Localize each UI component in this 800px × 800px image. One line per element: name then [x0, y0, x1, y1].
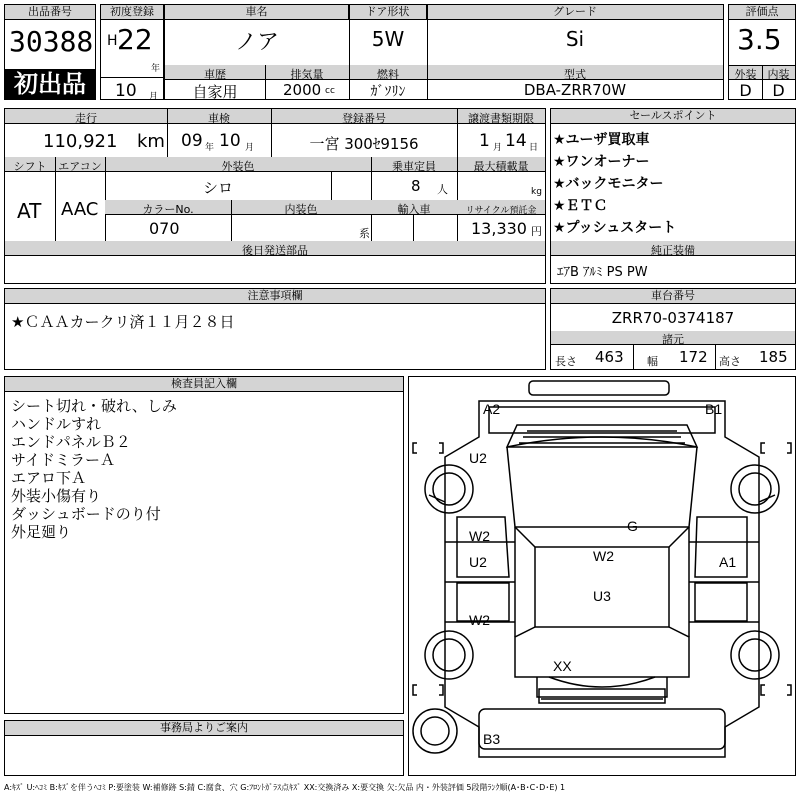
mileage-label: 走行 — [75, 112, 97, 125]
details-box — [4, 108, 546, 284]
sales-point-1: ★ユーザ買取車 — [553, 132, 650, 148]
door-label: ドア形状 — [349, 5, 427, 20]
damage-mark-w2-roof: W2 — [593, 548, 614, 564]
chassis-label: 車台番号 — [551, 289, 795, 304]
air-conditioning: AAC — [61, 199, 99, 220]
sales-point-5: ★プッシュスタート — [553, 220, 677, 236]
inspection-month: 10 — [219, 131, 241, 151]
inspection-label: 車検 — [208, 112, 230, 125]
mileage-unit: km — [137, 131, 165, 152]
damage-mark-b1: B1 — [705, 401, 723, 417]
length: 463 — [595, 348, 624, 366]
damage-mark-b3: B3 — [483, 731, 501, 747]
mileage: 110,921 — [43, 131, 118, 152]
damage-mark-xx: XX — [553, 658, 572, 674]
exterior-grade: D — [739, 81, 752, 100]
interior-label: 内装 — [767, 68, 790, 81]
score-label: 評価点 — [729, 5, 795, 20]
shift-label: シフト — [13, 160, 47, 173]
chassis-box — [550, 288, 796, 370]
inspector-line-6: 外装小傷有り — [11, 487, 102, 505]
damage-mark-w2-left-rear: W2 — [469, 612, 490, 628]
width: 172 — [679, 348, 708, 366]
inspection-year-unit: 年 — [205, 143, 215, 153]
damage-mark-a1: A1 — [719, 554, 737, 570]
color-label: 外装色 — [221, 160, 255, 173]
transfer-label: 譲渡書類期限 — [468, 112, 534, 125]
model-code: DBA-ZRR70W — [523, 81, 627, 99]
equipment: ｴｱB ｱﾙﾐ PS PW — [557, 265, 648, 280]
inspector-line-8: 外足廻り — [11, 523, 72, 541]
office-box — [4, 720, 404, 776]
sales-point-4: ★ＥＴＣ — [553, 198, 608, 214]
plate-label: 登録番号 — [342, 112, 386, 125]
registration-box — [100, 4, 164, 100]
load-unit: kg — [531, 187, 542, 197]
notes-box — [4, 288, 546, 370]
seats: 8 — [411, 177, 421, 195]
inspector-label: 検査員記入欄 — [5, 377, 403, 392]
chassis-number: ZRR70-0374187 — [611, 309, 735, 327]
registration-month: 10 — [115, 81, 137, 101]
inspector-line-5: エアロ下Ａ — [11, 469, 87, 487]
sales-box — [550, 108, 796, 284]
interior-grade: D — [772, 81, 785, 100]
width-label: 幅 — [647, 355, 658, 368]
car-name: ノア — [234, 30, 279, 55]
inspector-line-1: シート切れ・破れ、しみ — [11, 397, 177, 415]
inspector-line-3: エンドパネルＢ２ — [11, 433, 131, 451]
registration-label: 初度登録 — [101, 5, 163, 20]
office-label: 事務局よりご案内 — [5, 721, 403, 736]
color-number: 070 — [149, 219, 180, 238]
lot-label: 出品番号 — [5, 5, 95, 20]
sales-label: セールスポイント — [551, 109, 795, 124]
transfer-day: 14 — [505, 131, 527, 151]
inspector-box — [4, 376, 404, 714]
ac-label: エアコン — [58, 160, 102, 173]
car-name-label: 車名 — [165, 5, 349, 20]
transfer-month-unit: 月 — [493, 143, 503, 153]
vehicle-history: 自家用 — [192, 83, 238, 101]
sales-point-3: ★バックモニター — [553, 176, 664, 192]
displacement-unit: cc — [325, 86, 335, 96]
load-label: 最大積載量 — [473, 160, 529, 173]
damage-mark-w2-left-front: W2 — [469, 528, 490, 544]
car-diagram — [409, 377, 795, 775]
inspector-line-2: ハンドルすれ — [11, 415, 102, 433]
color-number-label: カラーNo. — [142, 203, 194, 216]
inspection-year: 09 — [181, 131, 203, 151]
recycle-unit: 円 — [531, 225, 542, 238]
displacement-label: 排気量 — [290, 68, 324, 81]
length-label: 長さ — [555, 355, 577, 368]
damage-mark-a2: A2 — [483, 401, 501, 417]
dimensions-label: 諸元 — [662, 333, 684, 346]
displacement: 2000 — [283, 81, 322, 99]
transfer-day-unit: 日 — [529, 143, 539, 153]
recycle-fee: 13,330 — [471, 219, 527, 238]
notes-label: 注意事項欄 — [5, 289, 545, 304]
car-diagram-box — [408, 376, 796, 776]
interior-color-unit: 系 — [359, 227, 370, 240]
exterior-color: シロ — [202, 179, 233, 197]
grade-label: グレード — [427, 5, 723, 20]
score-value: 3.5 — [737, 23, 782, 56]
interior-color-label: 内装色 — [284, 203, 318, 216]
inspector-line-7: ダッシュボードのり付 — [11, 505, 161, 523]
later-parts-label: 後日発送部品 — [242, 244, 308, 257]
seats-label: 乗車定員 — [392, 160, 436, 173]
damage-legend: A:ｷｽﾞ U:ﾍｺﾐ B:ｷｽﾞを伴うﾍｺﾐ P:要塗装 W:補修跡 S:錆 C:腐食、穴 G:ﾌﾛﾝﾄｶﾞﾗｽ点ｷｽﾞ XX:交換済み X:要交換 欠:欠品 内・外装評価 5段階ﾗﾝｸ順(A･B･C･D･E) 1 — [4, 783, 566, 792]
first-listing-badge: 初出品 — [5, 69, 95, 99]
registration-era: H — [107, 33, 118, 49]
history-label: 車歴 — [204, 68, 226, 81]
transfer-month: 1 — [479, 131, 490, 151]
damage-mark-g: G — [627, 518, 638, 534]
grade: Si — [565, 27, 585, 51]
height-label: 高さ — [719, 355, 741, 368]
notes-text: ★ＣＡＡカークリ済１１月２８日 — [11, 313, 235, 331]
import-label: 輸入車 — [397, 203, 431, 216]
seats-unit: 人 — [437, 183, 448, 196]
car-box — [164, 4, 724, 100]
fuel-label: 燃料 — [377, 68, 399, 81]
recycle-label: リサイクル預託金 — [465, 206, 537, 216]
model-label: 型式 — [564, 68, 586, 81]
registration-month-unit: 月 — [149, 92, 159, 102]
damage-mark-u2-front-left: U2 — [469, 450, 487, 466]
shift: AT — [17, 199, 42, 223]
inspector-line-4: サイドミラーＡ — [11, 451, 115, 469]
door-type: 5W — [371, 27, 405, 51]
lot-box — [4, 4, 96, 100]
exterior-label: 外装 — [734, 68, 757, 81]
registration-year: 22 — [117, 23, 153, 56]
height: 185 — [759, 348, 788, 366]
inspection-month-unit: 月 — [245, 143, 255, 153]
sales-point-2: ★ワンオーナー — [553, 154, 650, 170]
score-box — [728, 4, 796, 100]
damage-mark-u3: U3 — [593, 588, 611, 604]
registration-year-unit: 年 — [151, 64, 161, 74]
lot-number: 30388 — [9, 25, 94, 58]
plate-number: 一宮 300ｾ9156 — [309, 135, 419, 153]
fuel: ｶﾞｿﾘﾝ — [370, 84, 406, 100]
damage-mark-u2-left: U2 — [469, 554, 487, 570]
equipment-label: 純正装備 — [651, 244, 695, 257]
